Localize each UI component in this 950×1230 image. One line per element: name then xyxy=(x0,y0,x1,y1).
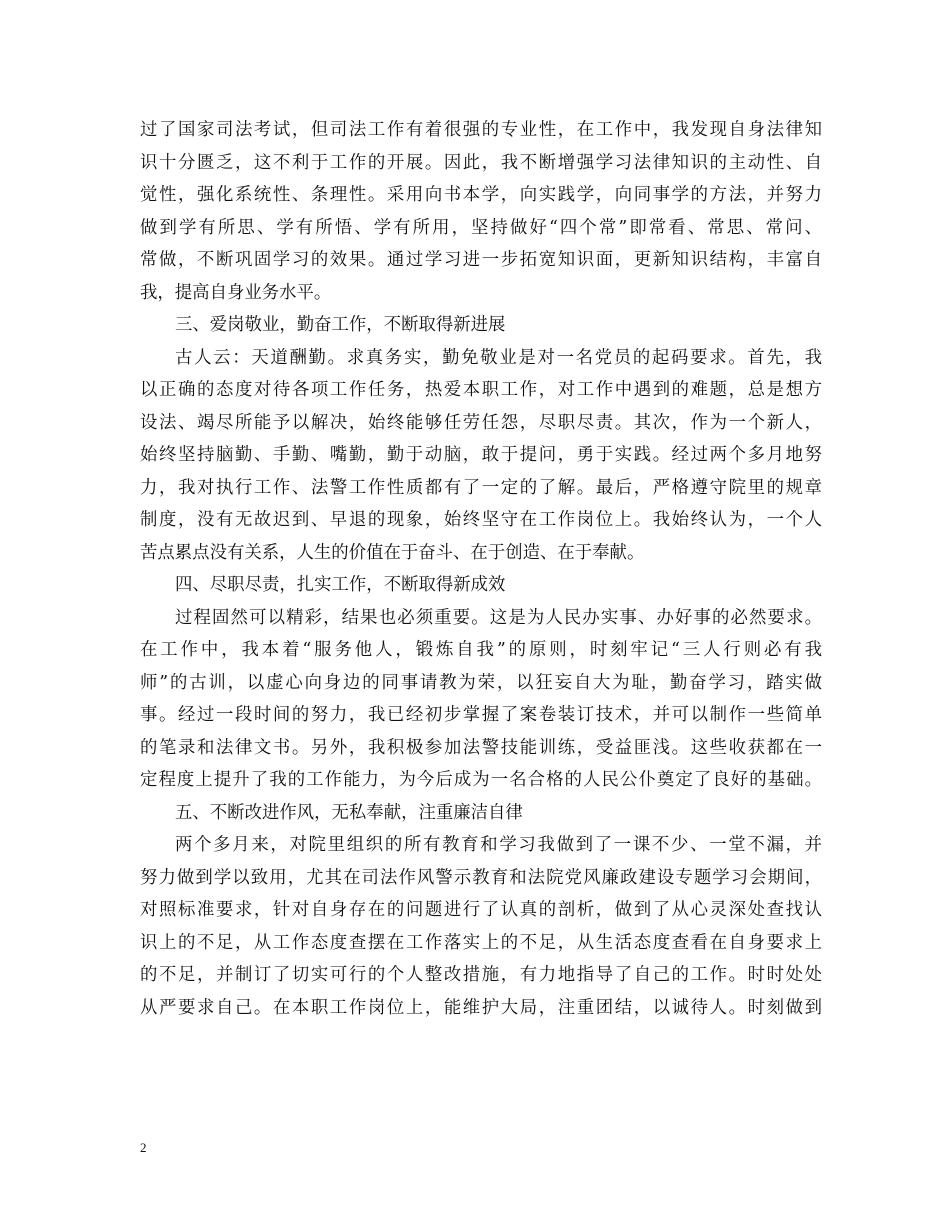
text-line: 对照标准要求，针对自身存在的问题进行了认真的剖析，做到了从心灵深处查找认 xyxy=(140,900,822,920)
text-line: 识十分匮乏，这不利于工作的开展。因此，我不断增强学习法律知识的主动性、自 xyxy=(140,152,822,173)
text-line: 从严要求自己。在本职工作岗位上，能维护大局，注重团结，以诚待人。时刻做到 xyxy=(140,997,822,1018)
text-line: 设法、竭尽所能予以解决，始终能够任劳任怨，尽职尽责。其次，作为一个新人， xyxy=(140,412,822,433)
text-line: 古人云：天道酬勤。求真务实，勤免敬业是对一名党员的起码要求。首先，我 xyxy=(175,347,822,368)
text-line: 师”的古训，以虚心向身边的同事请教为荣，以狂妄自大为耻，勤奋学习，踏实做 xyxy=(140,672,822,693)
text-line: 的不足，并制订了切实可行的个人整改措施，有力地指导了自己的工作。时时处处 xyxy=(140,965,822,985)
section-heading: 三、爱岗敬业，勤奋工作，不断取得新进展 xyxy=(175,315,506,335)
text-line: 在工作中，我本着“服务他人，锻炼自我”的原则，时刻牢记“三人行则必有我 xyxy=(140,640,822,660)
text-line: 始终坚持脑勤、手勤、嘴勤，勤于动脑，敢于提问，勇于实践。经过两个多月地努 xyxy=(140,445,822,465)
text-line: 苦点累点没有关系，人生的价值在于奋斗、在于创造、在于奉献。 xyxy=(140,542,645,563)
text-line: 我，提高自身业务水平。 xyxy=(140,282,332,303)
section-heading: 四、尽职尽责，扎实工作，不断取得新成效 xyxy=(175,575,506,595)
body-text xyxy=(140,114,822,1024)
text-line: 力，我对执行工作、法警工作性质都有了一定的了解。最后，严格遵守院里的规章 xyxy=(140,477,822,498)
text-line: 以正确的态度对待各项工作任务，热爱本职工作，对工作中遇到的难题，总是想方 xyxy=(140,380,822,400)
text-line: 的笔录和法律文书。另外，我积极参加法警技能训练，受益匪浅。这些收获都在一 xyxy=(140,737,822,758)
text-line: 觉性，强化系统性、条理性。采用向书本学，向实践学，向同事学的方法，并努力 xyxy=(140,185,822,205)
text-line: 识上的不足，从工作态度查摆在工作落实上的不足，从生活态度查看在自身要求上 xyxy=(140,932,822,953)
text-line: 事。经过一段时间的努力，我已经初步掌握了案卷装订技术，并可以制作一些简单 xyxy=(140,705,822,725)
text-line: 努力做到学以致用，尤其在司法作风警示教育和法院党风廉政建设专题学习会期间， xyxy=(140,867,822,888)
text-line: 定程度上提升了我的工作能力，为今后成为一名合格的人民公仆奠定了良好的基础。 xyxy=(140,770,822,790)
section-heading: 五、不断改进作风，无私奉献，注重廉洁自律 xyxy=(175,802,523,823)
text-line: 过了国家司法考试，但司法工作有着很强的专业性，在工作中，我发现自身法律知 xyxy=(140,120,822,140)
text-line: 做到学有所思、学有所悟、学有所用，坚持做好“四个常”即常看、常思、常问、 xyxy=(140,217,822,238)
page-number: 2 xyxy=(140,1140,147,1155)
text-line: 常做，不断巩固学习的效果。通过学习进一步拓宽知识面，更新知识结构，丰富自 xyxy=(140,250,822,270)
text-line: 两个多月来，对院里组织的所有教育和学习我做到了一课不少、一堂不漏，并 xyxy=(175,835,822,855)
text-line: 制度，没有无故迟到、早退的现象，始终坚守在工作岗位上。我始终认为，一个人 xyxy=(140,510,822,530)
text-line: 过程固然可以精彩，结果也必须重要。这是为人民办实事、办好事的必然要求。 xyxy=(175,607,822,628)
